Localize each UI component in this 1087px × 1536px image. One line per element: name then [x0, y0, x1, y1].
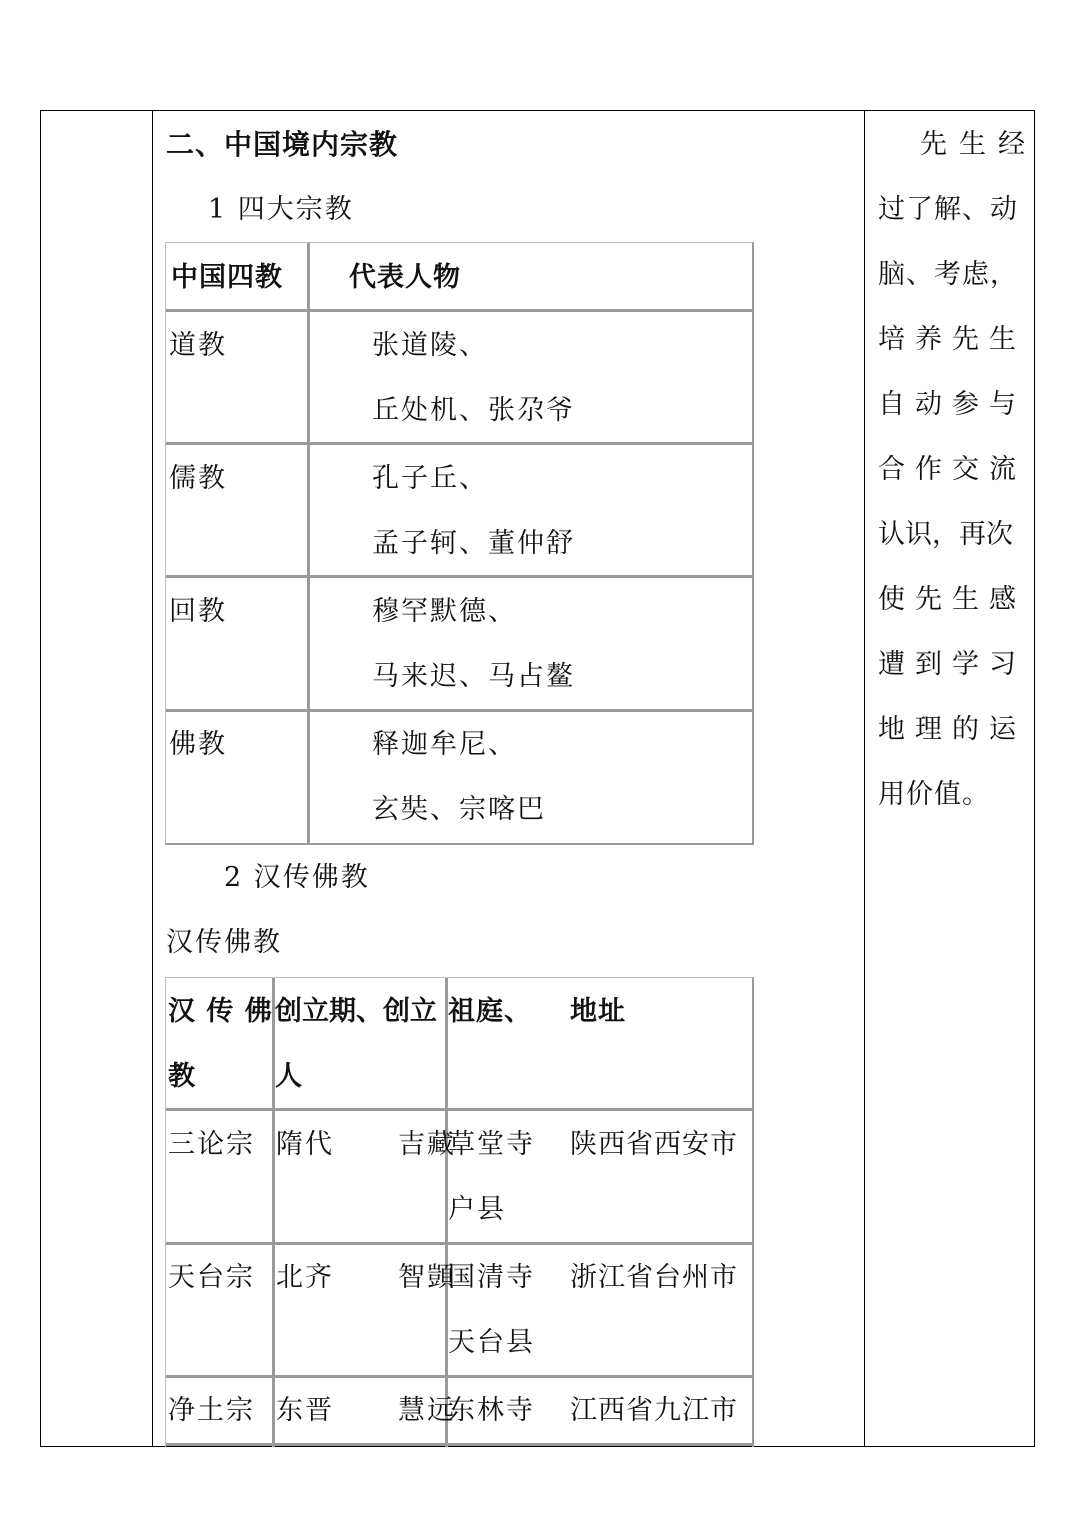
column-divider-2 — [864, 110, 865, 1447]
table2-row-temple: 东林寺 — [448, 1395, 535, 1426]
table2-row-period: 北齐 — [276, 1262, 334, 1293]
table2-row-founder: 智顗 — [398, 1262, 456, 1293]
table1-row-people-1: 穆罕默德、 — [372, 596, 517, 627]
table2-header-address: 地址 — [570, 996, 626, 1027]
side-note-line: 合作交流 — [878, 454, 1026, 485]
table1-row-religion: 道教 — [169, 330, 227, 361]
side-note-line: 地理的运 — [878, 714, 1026, 745]
table2-row-founder: 慧远 — [398, 1395, 456, 1426]
table1-row-people-1: 张道陵、 — [372, 330, 488, 361]
table2-row-address-2: 户县 — [448, 1194, 506, 1225]
side-note-line: 遭到学习 — [878, 649, 1026, 680]
side-note-line: 使先生感 — [878, 584, 1026, 615]
column-divider-1 — [152, 110, 153, 1447]
table2-row-founder: 吉藏 — [398, 1129, 456, 1160]
table2-row-period: 东晋 — [276, 1395, 334, 1426]
table2-header-school-2: 教 — [168, 1061, 196, 1092]
table1-row-religion: 儒教 — [169, 463, 227, 494]
table2-row-temple: 草堂寺 — [448, 1129, 535, 1160]
table2-header-temple: 祖庭、 — [448, 996, 532, 1027]
table2-caption: 汉传佛教 — [166, 927, 282, 958]
table2-header-school-1: 汉 传 佛 — [168, 996, 273, 1027]
subsection-title-2: 2 汉传佛教 — [224, 862, 370, 893]
table2-row-address-1: 浙江省台州市 — [570, 1262, 738, 1293]
side-note-line: 脑、考虑， — [878, 259, 1018, 290]
table1-header-people: 代表人物 — [349, 262, 461, 293]
table1-row-people-1: 孔子丘、 — [372, 463, 488, 494]
table2-row-school: 净土宗 — [168, 1395, 255, 1426]
table1-row-people-2: 丘处机、张尕爷 — [372, 395, 575, 426]
table2-header-founding-2: 人 — [275, 1061, 303, 1092]
table2-row-period: 隋代 — [276, 1129, 334, 1160]
table1-row-people-1: 释迦牟尼、 — [372, 729, 517, 760]
side-note-line: 过了解、动 — [878, 194, 1018, 225]
table2-row-address-2: 天台县 — [448, 1327, 535, 1358]
table1-row-people-2: 玄奘、宗喀巴 — [372, 794, 546, 825]
table2-row-temple: 国清寺 — [448, 1262, 535, 1293]
table2-row-school: 三论宗 — [168, 1129, 255, 1160]
subsection-title-1: 1 四大宗教 — [208, 194, 354, 225]
table2-header-founding-1: 创立期、创立 — [275, 996, 437, 1027]
table1-header-religion: 中国四教 — [171, 262, 283, 293]
table1-row-religion: 佛教 — [169, 729, 227, 760]
section-title: 二、中国境内宗教 — [166, 128, 399, 161]
side-note-line: 用价值。 — [878, 779, 990, 810]
table1-row-religion: 回教 — [169, 596, 227, 627]
table2-row-address-1: 江西省九江市 — [570, 1395, 738, 1426]
side-note-line: 先生经 — [920, 129, 1037, 160]
table2-row-address-1: 陕西省西安市 — [570, 1129, 738, 1160]
table1-row-people-2: 马来迟、马占鳌 — [372, 661, 575, 692]
side-note-line: 认识，再次 — [878, 519, 1013, 550]
side-note-line: 自动参与 — [878, 389, 1026, 420]
table2-row-school: 天台宗 — [168, 1262, 255, 1293]
table1-row-people-2: 孟子轲、董仲舒 — [372, 528, 575, 559]
side-note-line: 培养先生 — [878, 324, 1026, 355]
